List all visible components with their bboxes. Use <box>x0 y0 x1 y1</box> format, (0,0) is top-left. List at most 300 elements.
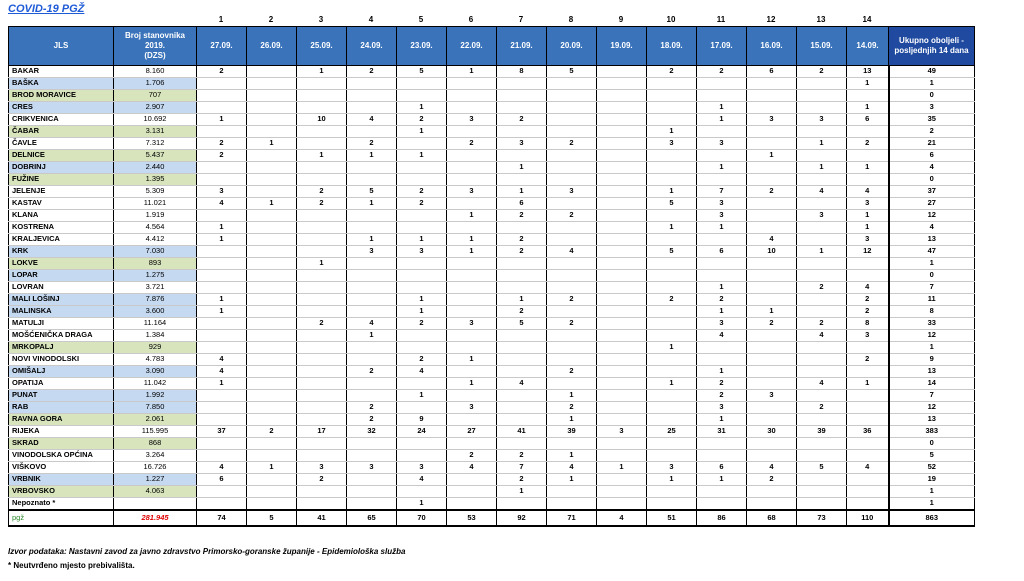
municipality-name: MALINSKA <box>9 306 114 318</box>
daily-case-count: 5 <box>397 66 447 78</box>
daily-case-count <box>247 402 297 414</box>
daily-case-count: 2 <box>697 378 747 390</box>
daily-case-count <box>697 174 747 186</box>
sum-row <box>9 510 975 526</box>
covid-table <box>8 26 975 527</box>
daily-case-count <box>797 438 847 450</box>
population-value: 3.090 <box>114 366 197 378</box>
daily-case-count: 3 <box>497 138 547 150</box>
daily-case-count: 2 <box>347 414 397 426</box>
daily-case-count <box>597 90 647 102</box>
daily-case-count <box>447 126 497 138</box>
population-value: 16.726 <box>114 462 197 474</box>
table-row <box>9 258 975 270</box>
daily-case-count <box>647 234 697 246</box>
column-number: 14 <box>862 15 872 24</box>
daily-case-count <box>297 414 347 426</box>
daily-case-count <box>597 162 647 174</box>
daily-case-count <box>647 114 697 126</box>
column-number: 7 <box>518 15 524 24</box>
sum-daily-count: 41 <box>297 510 347 526</box>
daily-case-count <box>547 102 597 114</box>
daily-case-count <box>597 414 647 426</box>
municipality-name: NOVI VINODOLSKI <box>9 354 114 366</box>
daily-case-count <box>547 258 597 270</box>
daily-case-count <box>847 258 889 270</box>
daily-case-count <box>197 498 247 511</box>
total-cases: 2 <box>889 126 975 138</box>
daily-case-count: 1 <box>697 162 747 174</box>
daily-case-count <box>597 450 647 462</box>
daily-case-count <box>247 438 297 450</box>
daily-case-count: 1 <box>297 150 347 162</box>
daily-case-count <box>447 270 497 282</box>
daily-case-count <box>297 78 347 90</box>
header-population-line1: Broj stanovnika <box>124 31 185 40</box>
daily-case-count <box>347 306 397 318</box>
daily-case-count: 1 <box>197 378 247 390</box>
daily-case-count <box>297 174 347 186</box>
daily-case-count <box>797 414 847 426</box>
daily-case-count: 1 <box>397 294 447 306</box>
daily-case-count <box>797 270 847 282</box>
daily-case-count: 3 <box>447 318 497 330</box>
municipality-name: LOPAR <box>9 270 114 282</box>
daily-case-count <box>397 450 447 462</box>
daily-case-count <box>347 162 397 174</box>
daily-case-count <box>347 498 397 511</box>
daily-case-count <box>597 474 647 486</box>
daily-case-count: 1 <box>297 66 347 78</box>
daily-case-count <box>397 258 447 270</box>
daily-case-count: 2 <box>547 138 597 150</box>
daily-case-count <box>747 294 797 306</box>
sum-label: pgž <box>9 510 114 526</box>
daily-case-count <box>397 270 447 282</box>
table-row <box>9 198 975 210</box>
daily-case-count: 1 <box>197 114 247 126</box>
sum-daily-count: 68 <box>747 510 797 526</box>
daily-case-count <box>297 138 347 150</box>
daily-case-count <box>297 306 347 318</box>
daily-case-count: 3 <box>697 210 747 222</box>
daily-case-count <box>247 102 297 114</box>
daily-case-count <box>397 222 447 234</box>
daily-case-count <box>197 330 247 342</box>
municipality-name: KOSTRENA <box>9 222 114 234</box>
daily-case-count <box>547 342 597 354</box>
daily-case-count: 1 <box>697 222 747 234</box>
daily-case-count: 2 <box>197 138 247 150</box>
daily-case-count <box>297 126 347 138</box>
daily-case-count <box>797 102 847 114</box>
daily-case-count <box>597 366 647 378</box>
daily-case-count <box>247 186 297 198</box>
daily-case-count: 4 <box>547 246 597 258</box>
daily-case-count: 3 <box>447 402 497 414</box>
daily-case-count <box>597 306 647 318</box>
daily-case-count: 3 <box>847 198 889 210</box>
daily-case-count <box>297 438 347 450</box>
daily-case-count <box>597 234 647 246</box>
municipality-name: KRK <box>9 246 114 258</box>
daily-case-count <box>497 78 547 90</box>
daily-case-count <box>397 282 447 294</box>
daily-case-count <box>647 162 697 174</box>
daily-case-count <box>847 174 889 186</box>
sum-daily-count: 110 <box>847 510 889 526</box>
daily-case-count <box>297 330 347 342</box>
daily-case-count <box>197 450 247 462</box>
daily-case-count <box>297 498 347 511</box>
municipality-name: KASTAV <box>9 198 114 210</box>
daily-case-count <box>247 366 297 378</box>
population-value: 1.227 <box>114 474 197 486</box>
total-cases: 1 <box>889 342 975 354</box>
population-value: 868 <box>114 438 197 450</box>
daily-case-count: 5 <box>347 186 397 198</box>
daily-case-count: 4 <box>797 330 847 342</box>
daily-case-count <box>647 318 697 330</box>
daily-case-count <box>797 198 847 210</box>
total-cases: 7 <box>889 390 975 402</box>
population-value: 707 <box>114 90 197 102</box>
daily-case-count <box>197 246 247 258</box>
table-row <box>9 270 975 282</box>
daily-case-count: 2 <box>797 66 847 78</box>
population-value <box>114 498 197 511</box>
daily-case-count: 3 <box>197 186 247 198</box>
daily-case-count <box>797 354 847 366</box>
header-date: 27.09. <box>197 27 247 66</box>
column-number: 13 <box>816 15 826 24</box>
daily-case-count <box>697 438 747 450</box>
population-value: 7.850 <box>114 402 197 414</box>
daily-case-count <box>797 174 847 186</box>
daily-case-count <box>197 318 247 330</box>
daily-case-count <box>297 342 347 354</box>
daily-case-count <box>447 150 497 162</box>
daily-case-count <box>847 450 889 462</box>
table-row <box>9 174 975 186</box>
daily-case-count <box>597 78 647 90</box>
daily-case-count: 3 <box>397 462 447 474</box>
daily-case-count <box>797 222 847 234</box>
daily-case-count <box>197 102 247 114</box>
daily-case-count <box>797 90 847 102</box>
municipality-name: RIJEKA <box>9 426 114 438</box>
daily-case-count <box>597 138 647 150</box>
population-value: 3.721 <box>114 282 197 294</box>
daily-case-count <box>397 162 447 174</box>
daily-case-count: 2 <box>447 138 497 150</box>
daily-case-count <box>247 318 297 330</box>
daily-case-count <box>847 390 889 402</box>
daily-case-count: 4 <box>747 234 797 246</box>
daily-case-count <box>347 270 397 282</box>
daily-case-count: 2 <box>847 306 889 318</box>
daily-case-count <box>747 258 797 270</box>
total-cases: 33 <box>889 318 975 330</box>
daily-case-count: 1 <box>447 210 497 222</box>
daily-case-count: 2 <box>797 318 847 330</box>
column-number: 9 <box>618 15 624 24</box>
daily-case-count: 2 <box>497 450 547 462</box>
daily-case-count <box>597 282 647 294</box>
daily-case-count <box>747 282 797 294</box>
daily-case-count <box>347 222 397 234</box>
daily-case-count: 2 <box>547 294 597 306</box>
daily-case-count <box>297 282 347 294</box>
daily-case-count <box>597 150 647 162</box>
total-cases: 37 <box>889 186 975 198</box>
daily-case-count: 2 <box>297 318 347 330</box>
daily-case-count <box>347 102 397 114</box>
total-cases: 49 <box>889 66 975 78</box>
daily-case-count: 1 <box>747 150 797 162</box>
daily-case-count <box>847 438 889 450</box>
daily-case-count <box>597 174 647 186</box>
daily-case-count: 3 <box>347 246 397 258</box>
daily-case-count <box>597 258 647 270</box>
daily-case-count: 39 <box>547 426 597 438</box>
daily-case-count <box>747 174 797 186</box>
daily-case-count <box>497 438 547 450</box>
municipality-name: VINODOLSKA OPĆINA <box>9 450 114 462</box>
municipality-name: MATULJI <box>9 318 114 330</box>
daily-case-count: 2 <box>697 66 747 78</box>
municipality-name: JELENJE <box>9 186 114 198</box>
daily-case-count <box>697 342 747 354</box>
population-value: 1.992 <box>114 390 197 402</box>
total-cases: 0 <box>889 90 975 102</box>
daily-case-count <box>497 402 547 414</box>
table-row <box>9 138 975 150</box>
total-cases: 13 <box>889 414 975 426</box>
daily-case-count: 2 <box>347 402 397 414</box>
daily-case-count <box>447 102 497 114</box>
daily-case-count: 1 <box>697 102 747 114</box>
total-cases: 47 <box>889 246 975 258</box>
population-value: 3.600 <box>114 306 197 318</box>
daily-case-count <box>297 450 347 462</box>
daily-case-count: 1 <box>547 474 597 486</box>
daily-case-count <box>797 294 847 306</box>
daily-case-count <box>397 78 447 90</box>
daily-case-count <box>747 330 797 342</box>
daily-case-count: 4 <box>797 186 847 198</box>
daily-case-count: 1 <box>647 186 697 198</box>
daily-case-count: 2 <box>297 474 347 486</box>
daily-case-count: 4 <box>197 366 247 378</box>
population-value: 1.275 <box>114 270 197 282</box>
table-row <box>9 402 975 414</box>
daily-case-count <box>847 474 889 486</box>
daily-case-count: 2 <box>797 402 847 414</box>
daily-case-count: 6 <box>847 114 889 126</box>
daily-case-count <box>697 258 747 270</box>
daily-case-count <box>247 450 297 462</box>
daily-case-count: 4 <box>847 186 889 198</box>
daily-case-count: 2 <box>347 138 397 150</box>
daily-case-count <box>747 162 797 174</box>
municipality-name: LOVRAN <box>9 282 114 294</box>
header-date: 18.09. <box>647 27 697 66</box>
daily-case-count: 1 <box>197 234 247 246</box>
daily-case-count: 1 <box>347 150 397 162</box>
sum-daily-count: 74 <box>197 510 247 526</box>
daily-case-count <box>797 474 847 486</box>
population-value: 4.564 <box>114 222 197 234</box>
daily-case-count <box>397 174 447 186</box>
daily-case-count: 2 <box>497 114 547 126</box>
daily-case-count: 2 <box>747 186 797 198</box>
daily-case-count <box>247 414 297 426</box>
daily-case-count: 1 <box>797 162 847 174</box>
daily-case-count <box>497 282 547 294</box>
daily-case-count <box>247 330 297 342</box>
daily-case-count <box>697 486 747 498</box>
municipality-name: FUŽINE <box>9 174 114 186</box>
daily-case-count <box>747 78 797 90</box>
daily-case-count <box>347 282 397 294</box>
daily-case-count: 2 <box>397 354 447 366</box>
daily-case-count <box>597 378 647 390</box>
daily-case-count <box>447 414 497 426</box>
column-number: 1 <box>218 15 224 24</box>
daily-case-count <box>697 234 747 246</box>
header-date: 20.09. <box>547 27 597 66</box>
table-row <box>9 66 975 78</box>
daily-case-count <box>247 498 297 511</box>
daily-case-count <box>347 78 397 90</box>
daily-case-count <box>397 378 447 390</box>
daily-case-count <box>697 270 747 282</box>
municipality-name: MOŠĆENIČKA DRAGA <box>9 330 114 342</box>
daily-case-count <box>647 414 697 426</box>
daily-case-count <box>497 222 547 234</box>
daily-case-count <box>597 126 647 138</box>
daily-case-count <box>497 366 547 378</box>
municipality-name: VRBOVSKO <box>9 486 114 498</box>
header-date: 22.09. <box>447 27 497 66</box>
municipality-name: OPATIJA <box>9 378 114 390</box>
municipality-name: BAKAR <box>9 66 114 78</box>
daily-case-count <box>447 330 497 342</box>
daily-case-count: 2 <box>397 198 447 210</box>
daily-case-count <box>547 270 597 282</box>
total-cases: 7 <box>889 282 975 294</box>
daily-case-count <box>747 498 797 511</box>
header-date: 17.09. <box>697 27 747 66</box>
daily-case-count: 1 <box>397 306 447 318</box>
daily-case-count <box>197 402 247 414</box>
daily-case-count: 1 <box>647 126 697 138</box>
population-value: 1.706 <box>114 78 197 90</box>
daily-case-count <box>247 234 297 246</box>
daily-case-count <box>547 78 597 90</box>
daily-case-count <box>597 210 647 222</box>
daily-case-count <box>397 330 447 342</box>
daily-case-count <box>797 306 847 318</box>
daily-case-count: 1 <box>447 354 497 366</box>
daily-case-count <box>647 174 697 186</box>
daily-case-count: 3 <box>797 210 847 222</box>
daily-case-count: 1 <box>497 186 547 198</box>
daily-case-count <box>447 162 497 174</box>
column-number: 5 <box>418 15 424 24</box>
daily-case-count: 4 <box>697 330 747 342</box>
daily-case-count <box>647 282 697 294</box>
daily-case-count <box>647 402 697 414</box>
daily-case-count: 1 <box>397 498 447 511</box>
daily-case-count: 2 <box>497 210 547 222</box>
table-row <box>9 150 975 162</box>
daily-case-count: 1 <box>697 282 747 294</box>
daily-case-count: 2 <box>697 390 747 402</box>
daily-case-count <box>547 114 597 126</box>
municipality-name: DELNICE <box>9 150 114 162</box>
daily-case-count: 8 <box>847 318 889 330</box>
daily-case-count: 1 <box>697 474 747 486</box>
daily-case-count <box>497 150 547 162</box>
daily-case-count <box>647 498 697 511</box>
municipality-name: MRKOPALJ <box>9 342 114 354</box>
daily-case-count: 2 <box>247 426 297 438</box>
daily-case-count: 1 <box>847 222 889 234</box>
sum-daily-count: 71 <box>547 510 597 526</box>
daily-case-count: 41 <box>497 426 547 438</box>
municipality-name: ČAVLE <box>9 138 114 150</box>
daily-case-count <box>547 126 597 138</box>
total-cases: 14 <box>889 378 975 390</box>
daily-case-count: 17 <box>297 426 347 438</box>
daily-case-count <box>197 126 247 138</box>
daily-case-count <box>547 498 597 511</box>
daily-case-count: 1 <box>797 138 847 150</box>
daily-case-count <box>397 210 447 222</box>
daily-case-count <box>647 438 697 450</box>
daily-case-count: 3 <box>747 390 797 402</box>
daily-case-count: 2 <box>497 474 547 486</box>
daily-case-count: 1 <box>347 330 397 342</box>
daily-case-count <box>747 342 797 354</box>
table-row <box>9 414 975 426</box>
total-cases: 9 <box>889 354 975 366</box>
daily-case-count: 6 <box>197 474 247 486</box>
daily-case-count <box>847 342 889 354</box>
table-row <box>9 474 975 486</box>
daily-case-count <box>747 450 797 462</box>
total-cases: 3 <box>889 102 975 114</box>
municipality-name: KLANA <box>9 210 114 222</box>
population-value: 2.440 <box>114 162 197 174</box>
daily-case-count: 1 <box>697 306 747 318</box>
daily-case-count <box>347 378 397 390</box>
daily-case-count: 1 <box>647 378 697 390</box>
daily-case-count: 4 <box>397 366 447 378</box>
daily-case-count: 1 <box>647 342 697 354</box>
population-value: 5.437 <box>114 150 197 162</box>
daily-case-count: 3 <box>697 198 747 210</box>
daily-case-count <box>297 90 347 102</box>
daily-case-count: 3 <box>847 234 889 246</box>
footnote-text: * Neutvrđeno mjesto prebivališta. <box>8 561 135 570</box>
daily-case-count: 1 <box>847 102 889 114</box>
daily-case-count: 1 <box>397 150 447 162</box>
daily-case-count <box>297 270 347 282</box>
daily-case-count <box>247 114 297 126</box>
